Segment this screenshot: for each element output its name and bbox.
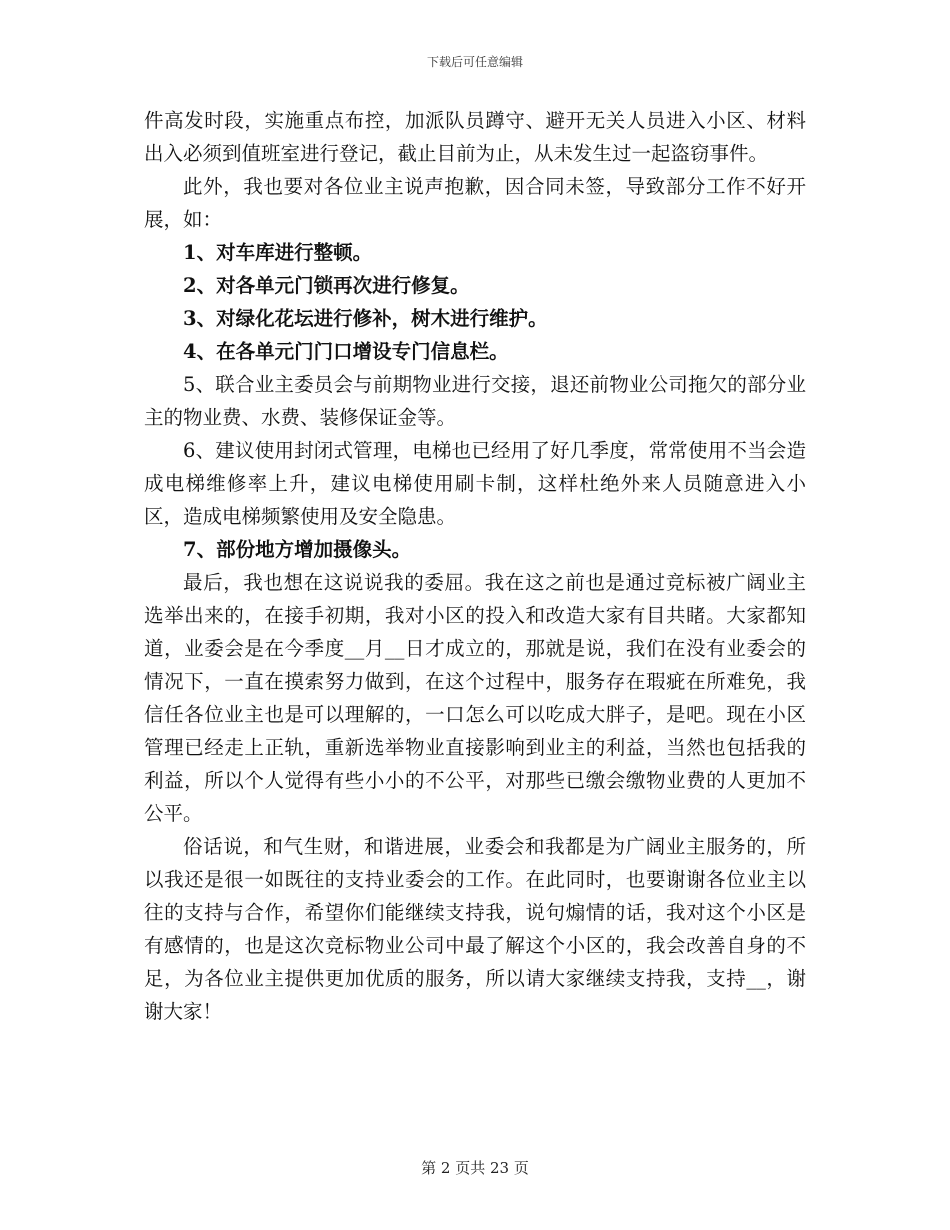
paragraph-apology: 此外，我也要对各位业主说声抱歉，因合同未签，导致部分工作不好开展，如： bbox=[144, 175, 806, 231]
list-item-5: 5、联合业主委员会与前期物业进行交接，退还前物业公司拖欠的部分业主的物业费、水费、装修保证金等。 bbox=[144, 373, 806, 429]
paragraph-closing: 俗话说，和气生财，和谐进展，业委会和我都是为广阔业主服务的，所以我还是很一如既往的支持业委会的工作。在此同时，也要谢谢各位业主以往的支持与合作，希望你们能继续支持我，说句煽情的话，我对这个小区是有感情的，也是这次竞标物业公司中最了解这个小区的，我会改善自身的不足，为各位业主提供更加优质的服务，所以请大家继续支持我，支持__，谢谢大家！ bbox=[144, 835, 806, 1023]
list-item-6: 6、建议使用封闭式管理，电梯也已经用了好几季度，常常使用不当会造成电梯维修率上升，建议电梯使用刷卡制，这样杜绝外来人员随意进入小区，造成电梯频繁使用及安全隐患。 bbox=[144, 439, 806, 528]
list-item-7: 7、部份地方增加摄像头。 bbox=[183, 538, 412, 561]
paragraph-grievance: 最后，我也想在这说说我的委屈。我在这之前也是通过竞标被广阔业主选举出来的，在接手初期，我对小区的投入和改造大家有目共睹。大家都知道，业委会是在今季度__月__日才成立的，那就是说，我们在没有业委会的情况下，一直在摸索努力做到，在这个过程中，服务存在瑕疵在所难免，我信任各位业主也是可以理解的，一口怎么可以吃成大胖子，是吧。现在小区管理已经走上正轨，重新选举物业直接影响到业主的利益，当然也包括我的利益，所以个人觉得有些小小的不公平，对那些已缴会缴物业费的人更加不公平。 bbox=[144, 571, 806, 825]
page-header: 下载后可任意编辑 bbox=[426, 55, 523, 69]
document-body bbox=[144, 104, 806, 1028]
list-item-1: 1、对车库进行整顿。 bbox=[183, 241, 373, 264]
list-item-2: 2、对各单元门锁再次进行修复。 bbox=[183, 274, 470, 297]
page-footer: 第 2 页共 23 页 bbox=[421, 1159, 529, 1177]
paragraph-continuation: 件高发时段，实施重点布控，加派队员蹲守、避开无关人员进入小区、材料出入必须到值班室进行登记，截止目前为止，从未发生过一起盗窃事件。 bbox=[144, 109, 806, 165]
list-item-3: 3、对绿化花坛进行修补，树木进行维护。 bbox=[183, 307, 548, 330]
list-item-4: 4、在各单元门门口增设专门信息栏。 bbox=[183, 340, 509, 363]
